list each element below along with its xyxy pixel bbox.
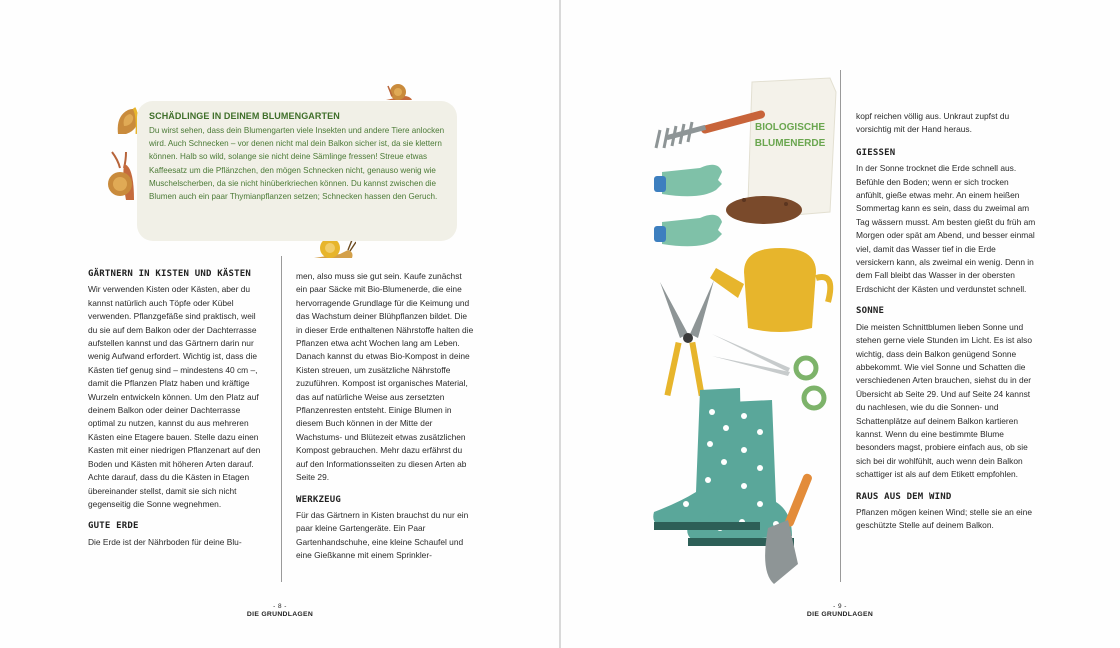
heading-erde: GUTE ERDE [88, 521, 139, 532]
paragraph: Die Erde ist der Nährboden für deine Blu- [88, 536, 242, 547]
soil-bag-label: BLUMENERDE [754, 138, 826, 149]
column-rule [840, 70, 841, 582]
heading-kisten: GÄRTNERN IN KISTEN UND KÄSTEN [88, 269, 251, 279]
paragraph: Die meisten Schnittblumen lieben Sonne und stehen gerne viele Stunden im Licht. Es ist also wichtig, dass dein Balkon genügend Sonne abbekommt. Wie viel Sonne und Schatten die verschiedenen Arten brauchen, siehst du in der Übersicht ab Seite 29. Und auf Seite 24 kannst du nachlesen, wie du die Sonnen- und Schattenplätze auf deinem Balkon kartieren kannst. Wenn du eine bestimmte Blume besonders magst, probiere einfach aus, ob sie sich bei dir wohlfühlt, auch wenn dein Balkon schattiger ist als auf dem Etikett empfohlen. [856, 321, 1032, 480]
page-number: - 8 - [273, 603, 287, 610]
snail-icon [384, 82, 414, 102]
pest-info-box [137, 101, 457, 241]
heading-giessen: GIESSEN [856, 147, 896, 158]
heading-werkzeug: WERKZEUG [296, 494, 341, 505]
paragraph: men, also muss sie gut sein. Kaufe zunächst ein paar Säcke mit Bio-Blumenerde, die eine hervorragende Grundlage für die Keimung und das Wachstum deiner Blühpflanzen bildet. Die in dieser Erde enthaltenen Nährstoffe halten die Pflanzen etwa acht Wochen lang am Leben. Danach kannst du etwas Bio-Kompost in deine Kisten streuen, um zusätzliche Nährstoffe zuzuführen. Kompost ist organisches Material, das auf natürliche Weise aus zersetzten Pflanzenresten entsteht. Einige Blumen in diesem Buch können in der Mitte der Wachstums- und Blütezeit etwas zusätzlichen Kompost gebrauchen. Mehr dazu erfährst du auf den Informationsseiten zu diesen Arten ab Seite 29. [296, 271, 474, 483]
soil-bag-label: BIOLOGISCHE [754, 122, 826, 133]
paragraph: Pflanzen mögen keinen Wind; stelle sie an eine geschützte Stelle auf deinem Balkon. [856, 506, 1032, 531]
heading-sonne: SONNE [856, 306, 885, 317]
paragraph: kopf reichen völlig aus. Unkraut zupfst du vorsichtig mit der Hand heraus. [856, 111, 1010, 135]
paragraph: In der Sonne trocknet die Erde schnell aus. Befühle den Boden; wenn er sich trocken anfühlt, gieße etwas mehr. An einem heißen Sommertag kann es sein, dass du zweimal am Tag wässern musst. Am besten gießt du früh am Morgen oder spät am Abend, und besser einmal viel, damit das Wasser tief in die Erde versickern kann, als zweimal ein wenig. Denn in dem Fall bleibt das Wasser in der obersten Erdschicht der Kästen und verdunstet schnell. [856, 163, 1036, 294]
left-page [0, 0, 559, 648]
right-column [856, 110, 1036, 533]
page-footer-right [790, 603, 890, 618]
box-title: SCHÄDLINGE IN DEINEM BLUMENGARTEN [149, 111, 340, 121]
page-number: - 9 - [833, 603, 847, 610]
page-footer-left [230, 603, 330, 618]
column-rule [281, 256, 282, 582]
paragraph: Wir verwenden Kisten oder Kästen, aber du kannst natürlich auch Töpfe oder Kübel verwenden. Pflanzgefäße sind praktisch, weil du sie auf dem Balkon oder der Dachterrasse aufstellen kannst und das Gärtnern darin nur wenig Aufwand erfordert. Wichtig ist, dass die Kästen tief genug sind – mindestens 40 cm –, damit die Pflanzen Platz haben und kräftige Wurzeln entwickeln können. Um den Platz auf deinem Balkon oder deiner Dachterrasse optimal zu nutzen, kannst du aus mehreren Kästen eine Etagere bauen. Stelle dazu einen Kasten mit einer niedrigen Pflanzenart auf den Boden und Kästen mit höheren Arten darauf. Achte darauf, dass du die Kästen in Etagen übereinander stellst, damit sie sich nicht gegenseitig die Sonne wegnehmen. [88, 284, 261, 509]
section-label: DIE GRUNDLAGEN [806, 611, 874, 618]
heading-wind: RAUS AUS DEM WIND [856, 491, 952, 502]
left-column-2 [296, 270, 474, 563]
box-text: Du wirst sehen, dass dein Blumengarten viele Insekten und andere Tiere anlocken wird. Auch Schnecken – vor denen nicht mal dein Balkon sicher ist, da sie klettern können. Halb so wild, solange sie nicht deine Sämlinge fressen! Streue etwas Kaffeesatz um die Pflänzchen, den mögen Schnecken nicht, genauso wenig wie Muschelscherben, da sie nicht hinüberkriechen können. Du kannst zwischen die Blumen auch ein paar Thymianpflanzen setzen; Schnecken hassen den Geruch. [149, 126, 445, 202]
snail-icon [104, 150, 140, 202]
section-label: DIE GRUNDLAGEN [246, 611, 314, 618]
paragraph: Für das Gärtnern in Kisten brauchst du nur ein paar kleine Gartengeräte. Ein Paar Gartenhandschuhe, eine kleine Schaufel und eine Gießkanne mit einem Sprinkler- [296, 509, 469, 561]
left-column-1 [88, 268, 266, 549]
garden-tools-illustration [640, 72, 840, 592]
